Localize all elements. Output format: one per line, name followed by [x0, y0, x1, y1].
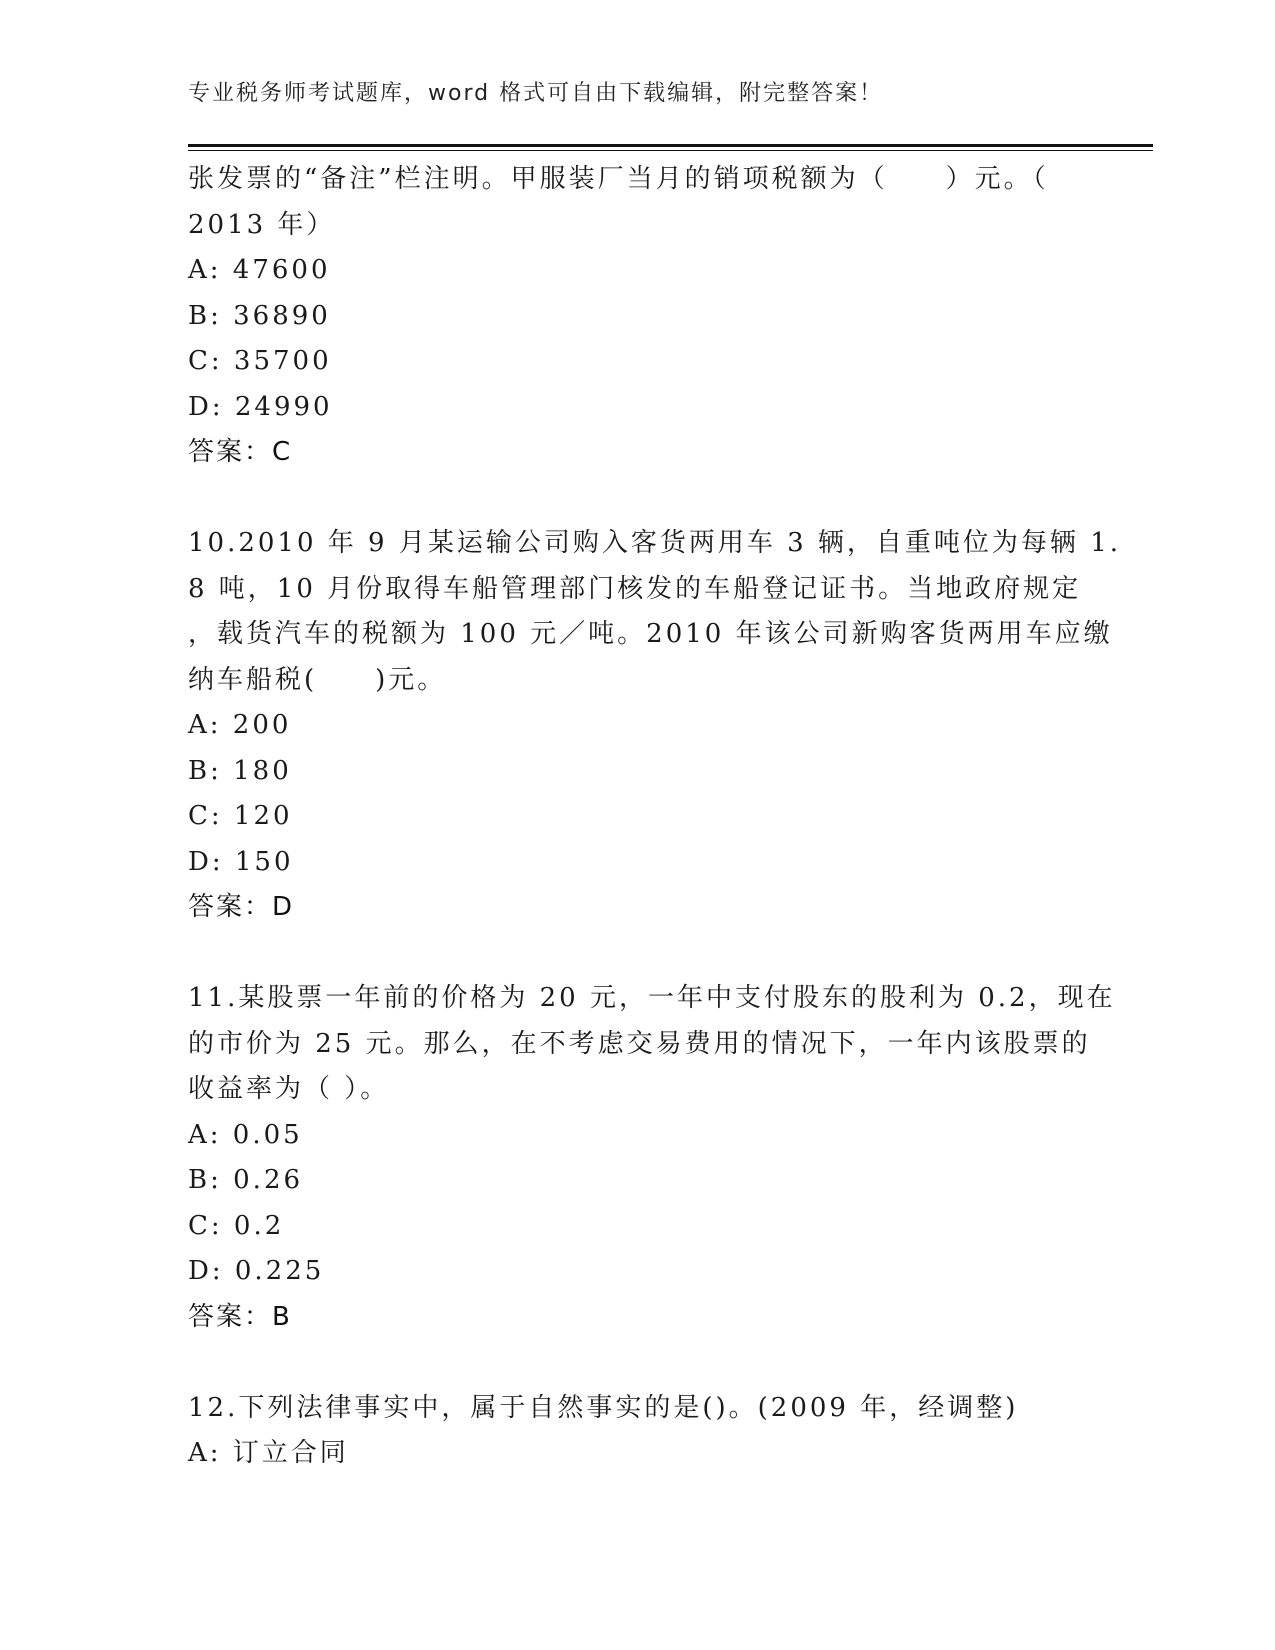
- question-text-line: 10.2010 年 9 月某运输公司购入客货两用车 3 辆，自重吨位为每辆 1.: [188, 528, 1121, 558]
- option-c: C: 120: [188, 801, 293, 831]
- question-12: [188, 1386, 1088, 1477]
- header-rule-thin: [188, 150, 1153, 151]
- header-rule-thick: [188, 144, 1153, 147]
- spacer: [188, 476, 1088, 522]
- option-d: D: 150: [188, 846, 294, 877]
- option-b: B: 0.26: [188, 1165, 304, 1195]
- question-text-line: 11.某股票一年前的价格为 20 元，一年中支付股东的股利为 0.2，现在: [188, 983, 1116, 1013]
- option-a: A: 订立合同: [188, 1438, 349, 1468]
- question-9: [188, 157, 1088, 476]
- question-10: [188, 521, 1121, 931]
- page-header: 专业税务师考试题库，word 格式可自由下载编辑，附完整答案！: [188, 81, 884, 106]
- answer: 答案：C: [188, 437, 293, 467]
- answer: 答案：B: [188, 1301, 292, 1332]
- question-text-line: 张发票的“备注”栏注明。甲服装厂当月的销项税额为（ ）元。（: [188, 164, 1049, 194]
- question-text-line: 8 吨，10 月份取得车船管理部门核发的车船登记证书。当地政府规定: [188, 573, 1082, 604]
- option-c: C: 0.2: [188, 1210, 285, 1241]
- question-text-line: 收益率为（ ）。: [188, 1074, 390, 1104]
- question-11: [188, 976, 1116, 1340]
- spacer: [188, 1340, 1088, 1386]
- question-text-line: 12.下列法律事实中，属于自然事实的是()。(2009 年，经调整): [188, 1392, 1019, 1423]
- option-d: D: 0.225: [188, 1256, 325, 1286]
- option-a: A: 200: [188, 710, 292, 740]
- option-a: A: 47600: [188, 255, 331, 285]
- option-d: D: 24990: [188, 391, 333, 422]
- document-content: [188, 157, 1121, 1477]
- answer: 答案：D: [188, 892, 295, 922]
- question-text-line: 2013 年）: [188, 209, 336, 240]
- option-a: A: 0.05: [188, 1119, 303, 1150]
- question-text-line: ，载货汽车的税额为 100 元／吨。2010 年该公司新购客货两用车应缴: [188, 619, 1113, 649]
- question-text-line: 的市价为 25 元。那么，在不考虑交易费用的情况下，一年内该股票的: [188, 1028, 1091, 1059]
- question-text-line: 纳车船税( )元。: [188, 664, 447, 695]
- option-b: B: 36890: [188, 300, 331, 331]
- spacer: [188, 931, 1088, 977]
- option-c: C: 35700: [188, 346, 332, 376]
- option-b: B: 180: [188, 755, 292, 786]
